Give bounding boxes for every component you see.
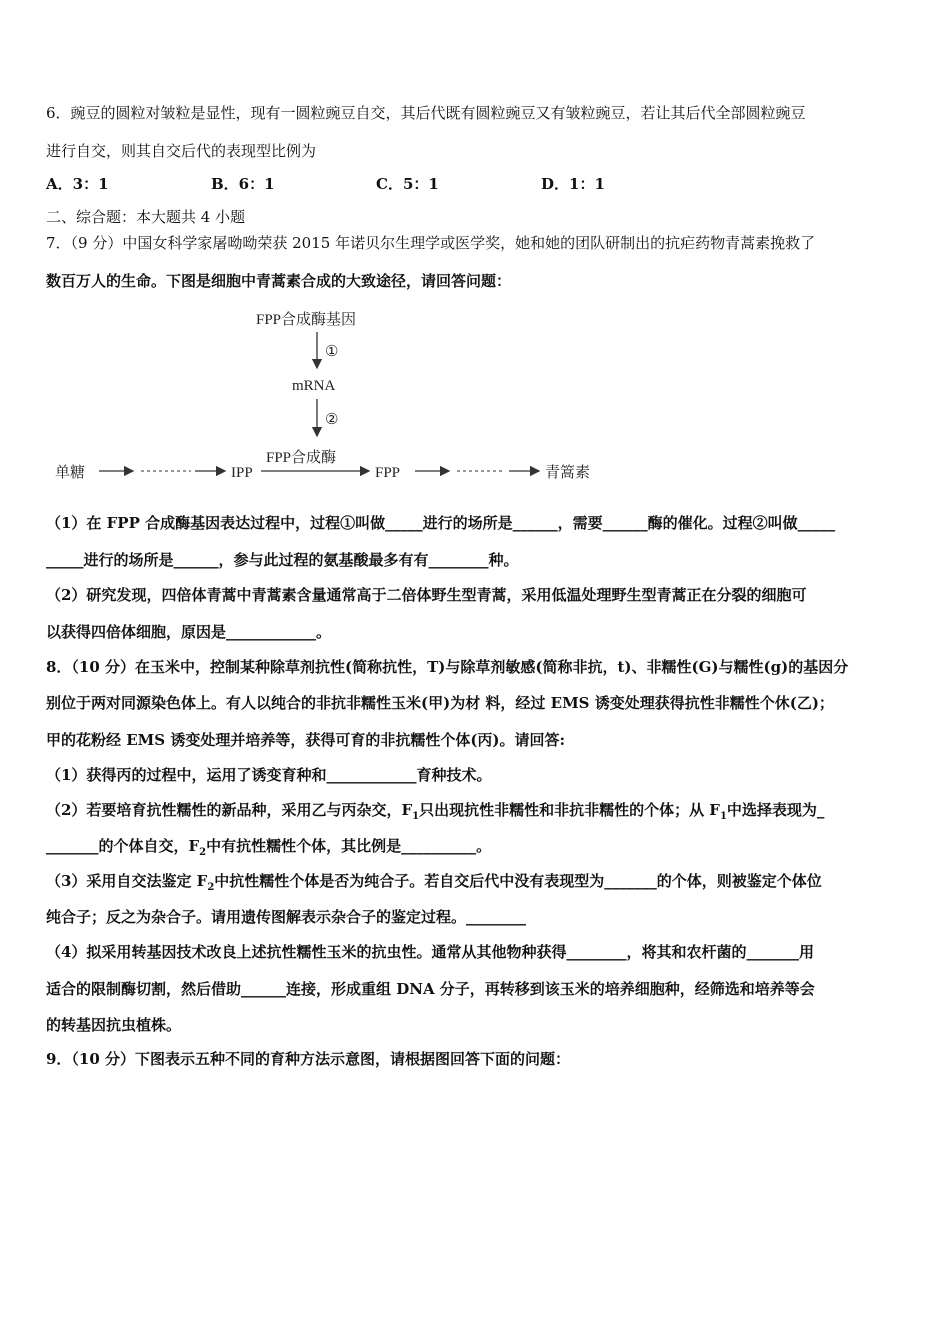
q8-part2-line1: （2）若要培育抗性糯性的新品种，采用乙与丙杂交，$F_1$只出现抗性非糯性和非抗非糯性的个体；从 $F_1$中选择表现为_ [46,801,825,822]
q8-stem-line3: 甲的花粉经 EMS 诱变处理并培养等，获得可育的非抗糯性个体(丙)。请回答: [46,731,566,749]
ipp-label: IPP [231,465,253,481]
q8-part3-line2: 纯合子；反之为杂合子。请用遗传图解表示杂合子的鉴定过程。________ [46,908,527,926]
step2-label: ② [325,412,339,428]
q7-part1-line1: （1）在 FPP 合成酶基因表达过程中，过程①叫做_____进行的场所是______，需要______酶的催化。过程②叫做_____ [46,514,836,532]
q7-part1-line2: _____进行的场所是______，参与此过程的氨基酸最多有有________种。 [46,551,519,569]
q8-part2-line2: _______的个体自交，$F_2$中有抗性糯性个体，其比例是__________。 [46,837,492,858]
q7-stem-line1: 7．（9 分）中国女科学家屠呦呦荣获 2015 年诺贝尔生理学或医学奖，她和她的团队研制出的抗疟药物青蒿素挽救了 [46,234,816,252]
q8-part1: （1）获得丙的过程中，运用了诱变育种和____________育种技术。 [46,766,492,784]
q8-stem-line2: 别位于两对同源染色体上。有人以纯合的非抗非糯性玉米(甲)为材 料，经过 EMS 诱变处理获得抗性非糯性个休(乙)； [46,694,834,712]
q8-part4-line1: （4）拟采用转基因技术改良上述抗性糯性玉米的抗虫性。通常从其他物种获得________，将其和农杆菌的_______用 [46,943,814,961]
q6-options [46,173,706,194]
q9-stem-line1: 9．（10 分）下图表示五种不同的育种方法示意图，请根据图回答下面的问题： [46,1050,571,1068]
q8-stem-line1: 8．（10 分）在玉米中，控制某种除草剂抗性(简称抗性，T)与除草剂敏感(简称非抗，t)、非糯性(G)与糯性(g)的基因分 [46,658,849,676]
q6-option-b: B．6：1 [211,175,275,193]
q8-part3-line1: （3）采用自交法鉴定 $F_2$中抗性糯性个体是否为纯合子。若自交后代中没有表现型为_______的个体，则被鉴定个体位 [46,872,822,893]
artemisinin-label: 青篙素 [545,465,591,481]
q6-option-a: A．3：1 [46,175,109,193]
q7-part2-line1: （2）研究发现，四倍体青蒿中青蒿素含量通常高于二倍体野生型青蒿，采用低温处理野生型青蒿正在分裂的细胞可 [46,586,807,604]
step1-label: ① [325,344,339,360]
q6-stem-line2: 进行自交，则其自交后代的表现型比例为 [46,142,317,160]
q7-part2-line2: 以获得四倍体细胞，原因是____________。 [46,623,332,641]
section-title: 二、综合题：本大题共 4 小题 [46,208,246,226]
fpp-synthase-gene-label: FPP合成酶基因 [256,312,357,328]
q6-option-c: C．5：1 [376,175,439,193]
q8-part4-line2: 适合的限制酶切割，然后借助______连接，形成重组 DNA 分子，再转移到该玉米的培养细胞种，经筛选和培养等会 [46,980,815,998]
q8-part4-line3: 的转基因抗虫植株。 [46,1016,182,1034]
artemisinin-pathway-diagram [55,306,615,486]
mrna-label: mRNA [292,378,336,394]
q6-option-d: D．1：1 [541,175,605,193]
fpp-label: FPP [375,465,401,481]
q6-stem-line1: 6．豌豆的圆粒对皱粒是显性，现有一圆粒豌豆自交，其后代既有圆粒豌豆又有皱粒豌豆，若让其后代全部圆粒豌豆 [46,104,806,122]
q7-stem-line2: 数百万人的生命。下图是细胞中青蒿素合成的大致途径，请回答问题： [46,272,512,290]
fpp-synthase-label: FPP合成酶 [266,450,337,466]
monosaccharide-label: 单糖 [55,465,86,481]
